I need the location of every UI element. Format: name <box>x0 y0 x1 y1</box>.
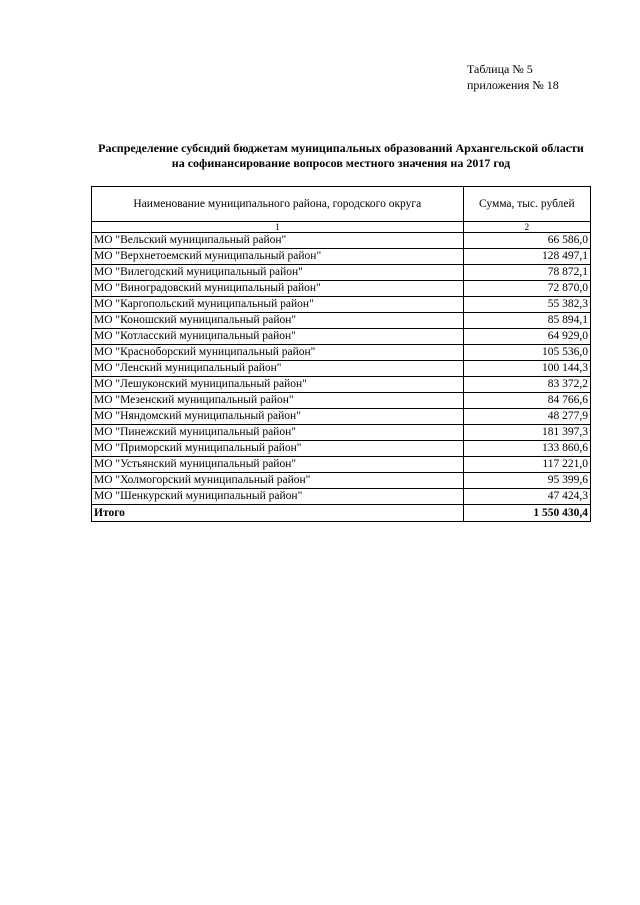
table-row <box>92 361 591 377</box>
municipality-name: МО "Каргопольский муниципальный район" <box>92 297 464 313</box>
municipality-name: МО "Ленский муниципальный район" <box>92 361 464 377</box>
table-row <box>92 345 591 361</box>
table-reference <box>467 61 559 93</box>
subsidy-amount: 66 586,0 <box>463 233 590 249</box>
subsidy-amount: 95 399,6 <box>463 473 590 489</box>
subsidy-amount: 64 929,0 <box>463 329 590 345</box>
table-header-row <box>92 187 591 222</box>
table-row <box>92 441 591 457</box>
municipality-name: МО "Мезенский муниципальный район" <box>92 393 464 409</box>
total-label: Итого <box>92 505 464 522</box>
municipality-name: МО "Котласский муниципальный район" <box>92 329 464 345</box>
column-number-row <box>92 222 591 233</box>
table-row <box>92 393 591 409</box>
subsidy-amount: 181 397,3 <box>463 425 590 441</box>
subsidy-amount: 85 894,1 <box>463 313 590 329</box>
municipality-name: МО "Няндомский муниципальный район" <box>92 409 464 425</box>
municipality-name: МО "Вилегодский муниципальный район" <box>92 265 464 281</box>
subsidy-amount: 100 144,3 <box>463 361 590 377</box>
municipality-name: МО "Верхнетоемский муниципальный район" <box>92 249 464 265</box>
table-row <box>92 297 591 313</box>
column-number-sum: 2 <box>463 222 590 233</box>
subsidy-amount: 72 870,0 <box>463 281 590 297</box>
municipality-name: МО "Коношский муниципальный район" <box>92 313 464 329</box>
subsidy-amount: 133 860,6 <box>463 441 590 457</box>
table-row <box>92 329 591 345</box>
table-row <box>92 457 591 473</box>
subsidy-amount: 128 497,1 <box>463 249 590 265</box>
subsidy-amount: 47 424,3 <box>463 489 590 505</box>
municipality-name: МО "Устьянский муниципальный район" <box>92 457 464 473</box>
municipality-name: МО "Пинежский муниципальный район" <box>92 425 464 441</box>
table-row <box>92 313 591 329</box>
municipality-name: МО "Вельский муниципальный район" <box>92 233 464 249</box>
column-number-name: 1 <box>92 222 464 233</box>
appendix-number: приложения № 18 <box>467 78 559 92</box>
table-row <box>92 249 591 265</box>
total-sum: 1 550 430,4 <box>463 505 590 522</box>
municipality-name: МО "Лешуконский муниципальный район" <box>92 377 464 393</box>
table-row <box>92 377 591 393</box>
subsidy-amount: 48 277,9 <box>463 409 590 425</box>
table-row <box>92 489 591 505</box>
table-row <box>92 425 591 441</box>
table-row <box>92 409 591 425</box>
subsidy-amount: 55 382,3 <box>463 297 590 313</box>
subsidy-amount: 105 536,0 <box>463 345 590 361</box>
table-row <box>92 265 591 281</box>
subsidy-amount: 78 872,1 <box>463 265 590 281</box>
table-row <box>92 233 591 249</box>
municipality-name: МО "Холмогорский муниципальный район" <box>92 473 464 489</box>
subsidy-amount: 83 372,2 <box>463 377 590 393</box>
column-header-sum: Сумма, тыс. рублей <box>463 187 590 222</box>
column-header-name: Наименование муниципального района, городского округа <box>92 187 464 222</box>
document-title: Распределение субсидий бюджетам муниципальных образований Архангельской области на софинансирование вопросов местного значения на 2017 год <box>98 141 584 170</box>
subsidy-amount: 117 221,0 <box>463 457 590 473</box>
table-body <box>92 233 591 505</box>
table-row <box>92 473 591 489</box>
table-row <box>92 281 591 297</box>
municipality-name: МО "Виноградовский муниципальный район" <box>92 281 464 297</box>
table-number: Таблица № 5 <box>467 62 533 76</box>
municipality-name: МО "Приморский муниципальный район" <box>92 441 464 457</box>
municipality-name: МО "Красноборский муниципальный район" <box>92 345 464 361</box>
subsidy-table <box>91 186 591 522</box>
total-row <box>92 505 591 522</box>
subsidy-amount: 84 766,6 <box>463 393 590 409</box>
municipality-name: МО "Шенкурский муниципальный район" <box>92 489 464 505</box>
